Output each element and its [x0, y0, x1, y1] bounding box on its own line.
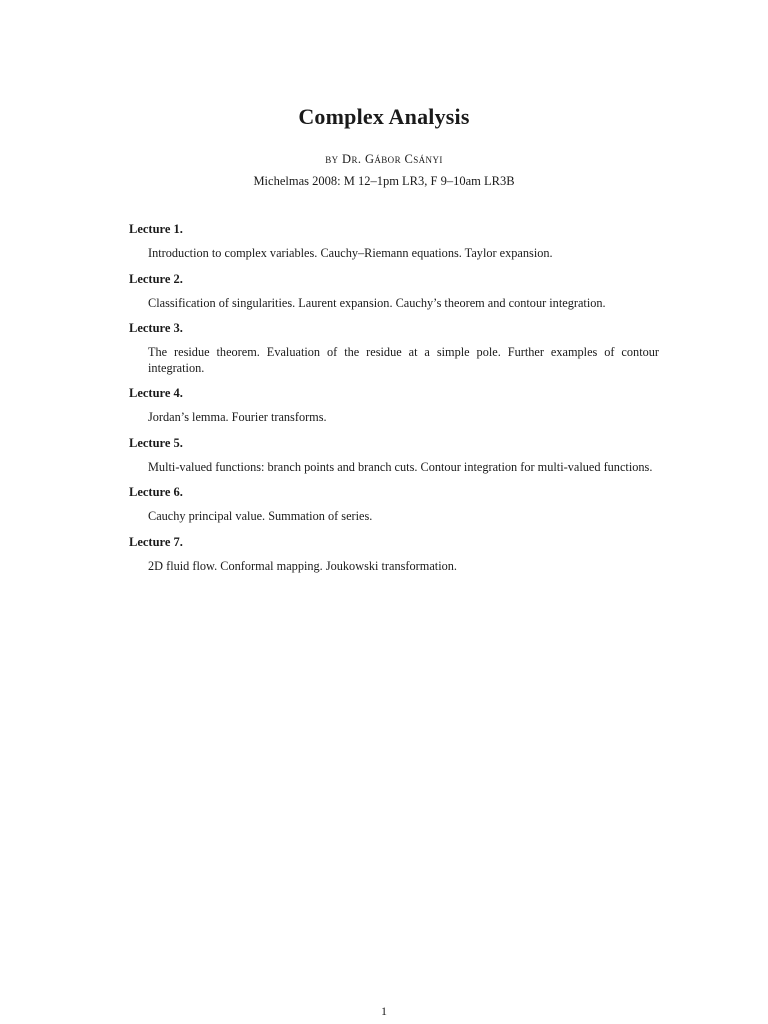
document-author: by Dr. Gábor Csányi: [325, 152, 443, 166]
lecture-heading: Lecture 3.: [129, 321, 183, 335]
lecture-description: Jordan’s lemma. Fourier transforms.: [148, 410, 327, 424]
lecture-heading: Lecture 4.: [129, 386, 183, 400]
lecture-heading: Lecture 6.: [129, 485, 183, 499]
lecture-description: Introduction to complex variables. Cauchy–Riemann equations. Taylor expansion.: [148, 246, 553, 260]
lecture-description: The residue theorem. Evaluation of the residue at a simple pole. Further examples of contour integration.: [148, 345, 659, 375]
lecture-item: [129, 386, 659, 426]
lecture-description: Classification of singularities. Laurent expansion. Cauchy’s theorem and contour integration.: [148, 295, 606, 310]
lecture-item: [129, 535, 659, 575]
lecture-list: [129, 222, 659, 584]
lecture-item: [129, 485, 659, 525]
lecture-description: Multi-valued functions: branch points and branch cuts. Contour integration for multi-valued functions.: [148, 459, 653, 474]
lecture-item: [129, 321, 659, 376]
document-title: Complex Analysis: [298, 104, 470, 129]
lecture-item: [129, 436, 659, 476]
lecture-heading: Lecture 1.: [129, 222, 183, 236]
lecture-heading: Lecture 7.: [129, 534, 183, 549]
lecture-heading: Lecture 5.: [129, 435, 183, 450]
lecture-description: 2D fluid flow. Conformal mapping. Joukowski transformation.: [148, 558, 457, 573]
lecture-description: Cauchy principal value. Summation of series.: [148, 509, 373, 523]
lecture-item: [129, 272, 659, 312]
lecture-item: [129, 222, 659, 262]
page-number: 1: [381, 1004, 387, 1018]
lecture-schedule: Michelmas 2008: M 12–1pm LR3, F 9–10am LR3B: [253, 174, 515, 188]
lecture-heading: Lecture 2.: [129, 271, 183, 286]
